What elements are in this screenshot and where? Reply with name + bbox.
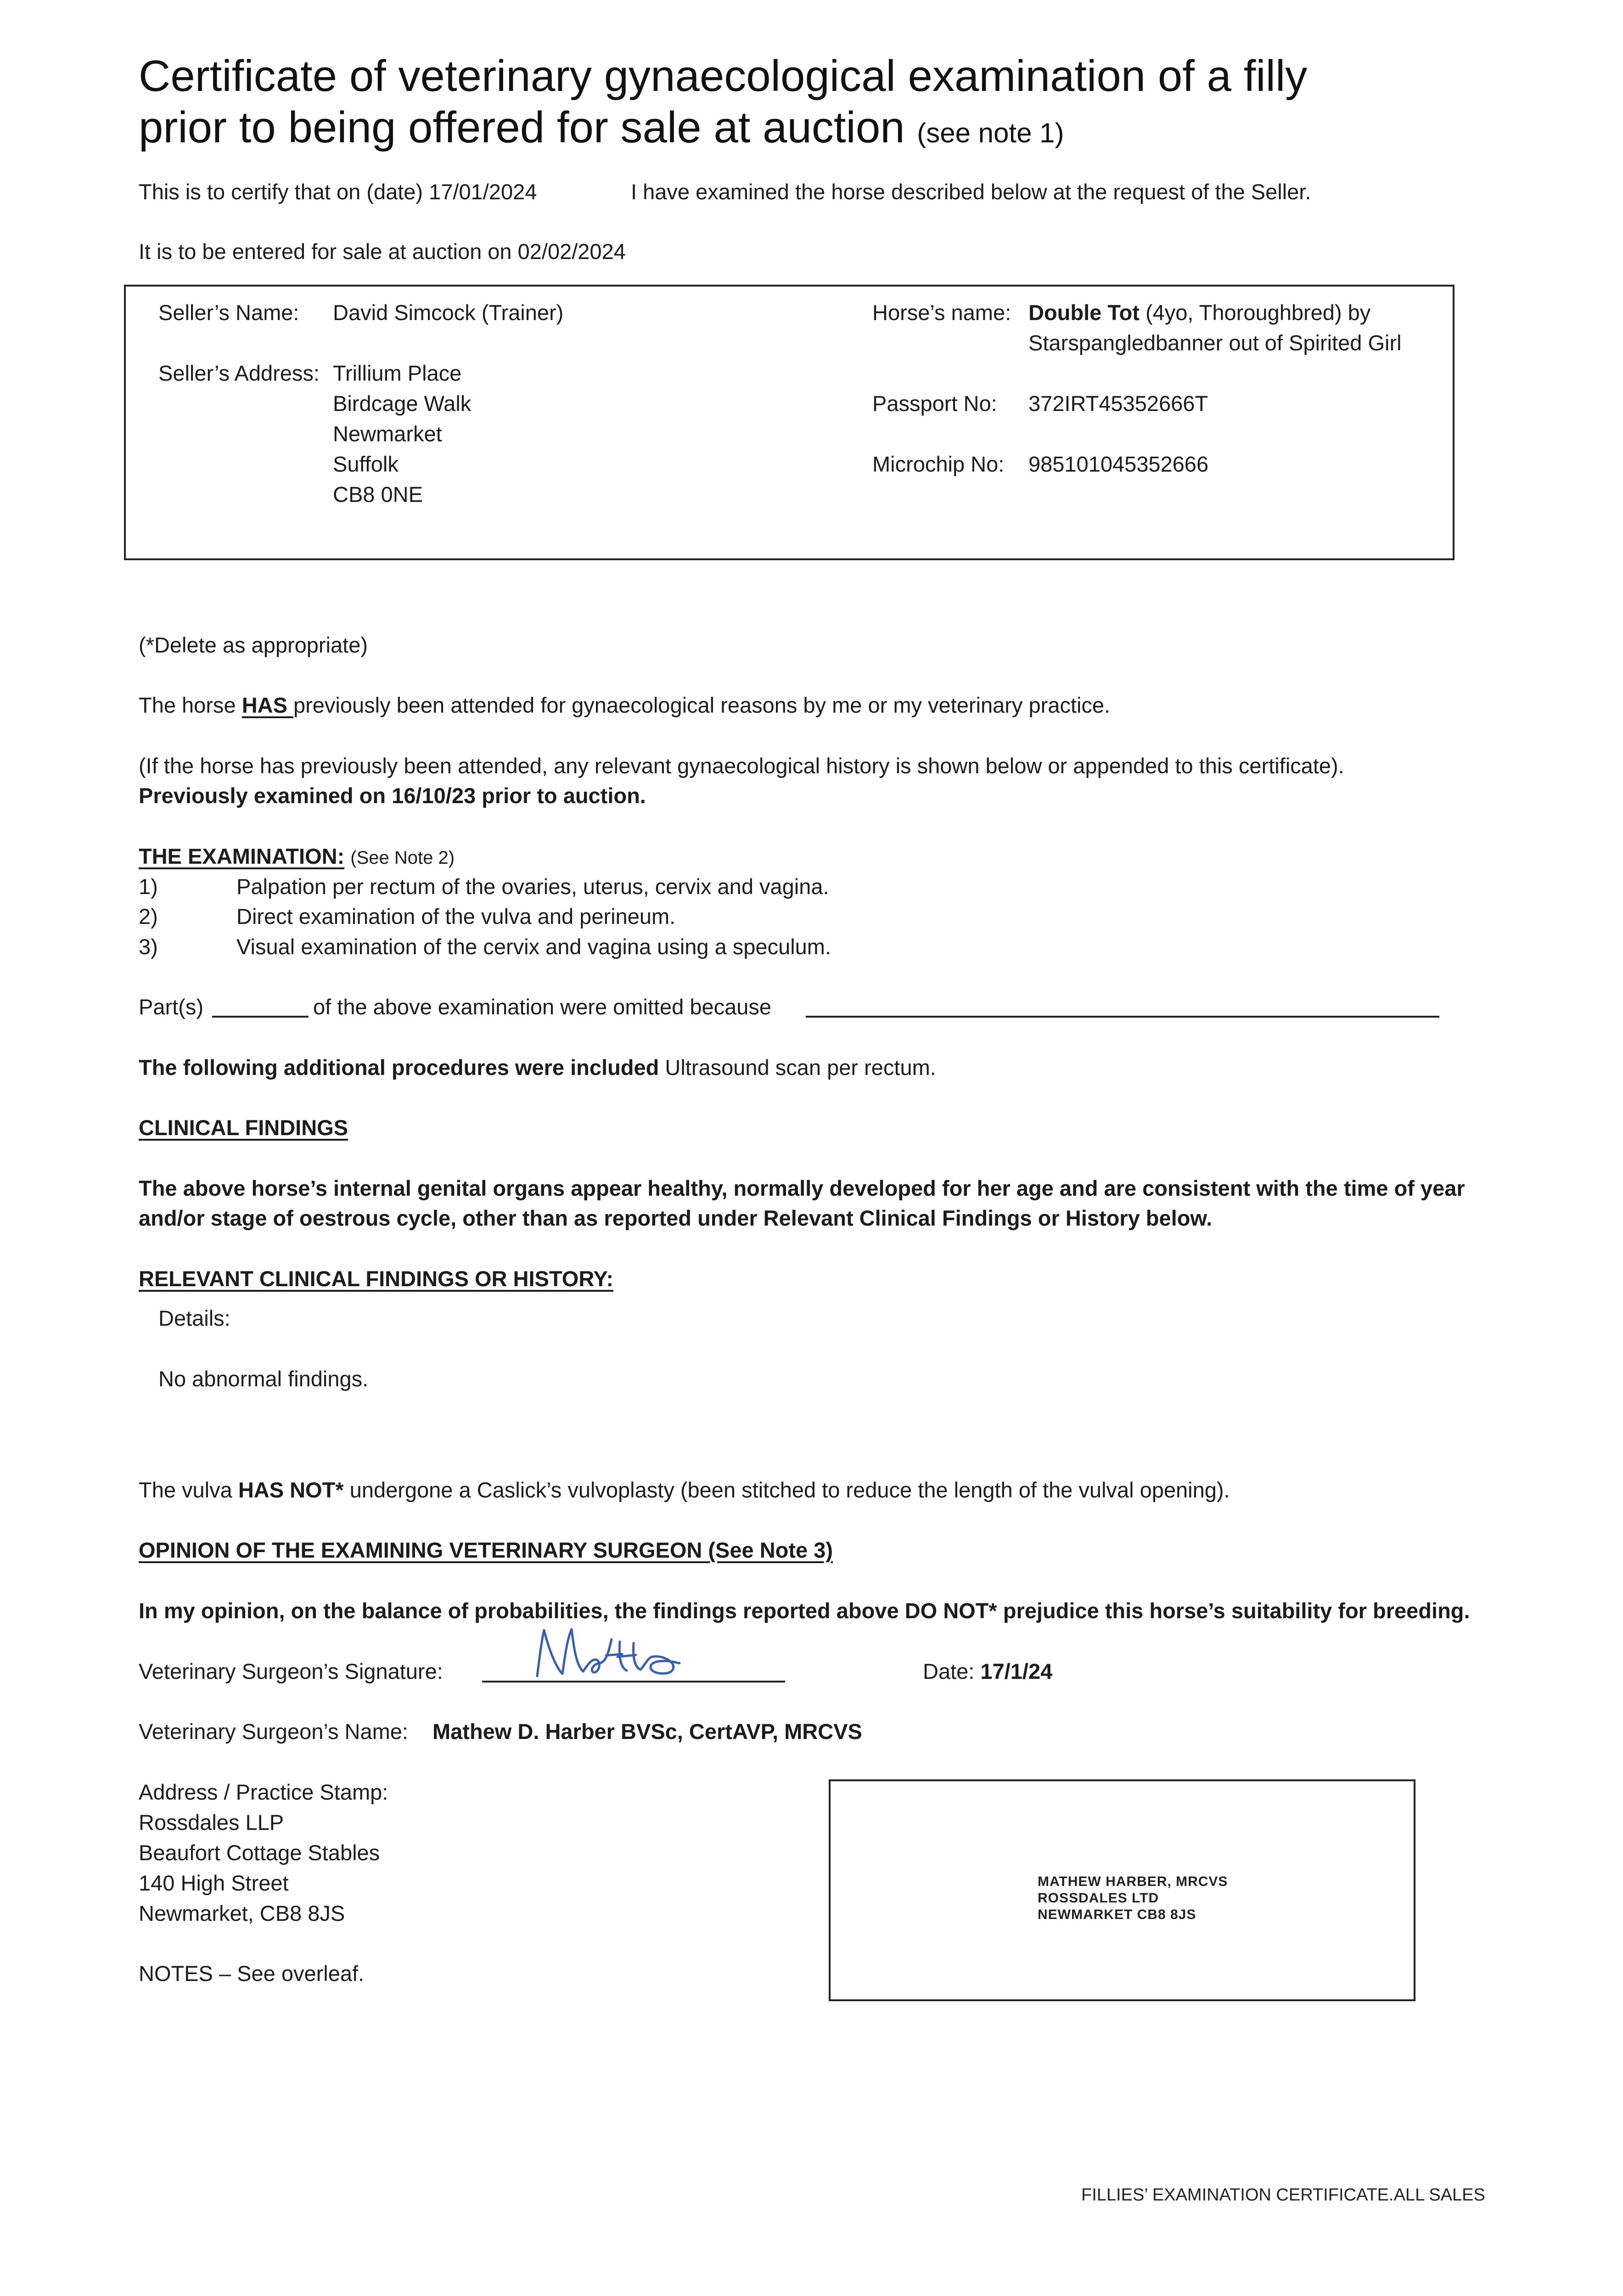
seller-address-line: Suffolk — [333, 452, 399, 476]
microchip-label: Microchip No: — [872, 452, 1005, 476]
omitted-parts-blank — [212, 1016, 309, 1018]
practice-address — [139, 1777, 388, 1929]
examination-heading-row — [139, 841, 455, 873]
notes-reference: NOTES – See overleaf. — [139, 1961, 365, 1986]
exam-item-number: 2) — [139, 904, 158, 929]
opinion-heading: OPINION OF THE EXAMINING VETERINARY SURGEON (See Note 3) — [139, 1538, 833, 1562]
clinical-findings-heading: CLINICAL FINDINGS — [139, 1115, 348, 1140]
signature-label: Veterinary Surgeon’s Signature: — [139, 1659, 443, 1683]
exam-item-text: Direct examination of the vulva and perineum. — [236, 904, 676, 929]
horse-name: Double Tot — [1028, 300, 1140, 325]
surgeon-name-label: Veterinary Surgeon’s Name: — [139, 1719, 408, 1744]
stamp-line: ROSSDALES LTD — [1038, 1891, 1159, 1906]
horse-name-label: Horse’s name: — [872, 300, 1011, 325]
practice-address-line: Newmarket, CB8 8JS — [139, 1901, 345, 1925]
examination-heading: THE EXAMINATION: — [139, 844, 345, 868]
history-note: (If the horse has previously been attended, any relevant gynaecological history is shown below or appended to this certificate). — [139, 754, 1344, 778]
omitted-reason-blank — [806, 1016, 1439, 1018]
footer-form-name: FILLIES’ EXAMINATION CERTIFICATE.ALL SALES — [1081, 2185, 1485, 2205]
practice-address-line: 140 High Street — [139, 1871, 289, 1895]
horse-description: (4yo, Thoroughbred) by — [1139, 300, 1371, 325]
exam-item-text: Palpation per rectum of the ovaries, uterus, cervix and vagina. — [236, 874, 829, 899]
exam-item-number: 3) — [139, 934, 158, 959]
title-line-1: Certificate of veterinary gynaecological examination of a filly — [139, 51, 1308, 101]
seller-name-label: Seller’s Name: — [158, 300, 299, 325]
details-label: Details: — [158, 1306, 230, 1330]
passport-number: 372IRT45352666T — [1028, 391, 1208, 416]
horse-name-value — [1028, 298, 1402, 358]
microchip-number: 985101045352666 — [1028, 452, 1209, 476]
title-line-2: prior to being offered for sale at auction (see note 1) — [139, 103, 1064, 152]
practice-address-line: Rossdales LLP — [139, 1810, 284, 1835]
seller-address-line: Newmarket — [333, 422, 442, 446]
omitted-reason-label: of the above examination were omitted because — [313, 995, 772, 1019]
signature-image — [528, 1621, 693, 1685]
clinical-statement-line-2: and/or stage of oestrous cycle, other than as reported under Relevant Clinical Findings or History below. — [139, 1206, 1213, 1230]
stamp-line: MATHEW HARBER, MRCVS — [1038, 1874, 1228, 1889]
title-note: (see note 1) — [917, 118, 1064, 148]
practice-address-line: Beaufort Cottage Stables — [139, 1840, 380, 1865]
horse-breeding: Starspangledbanner out of Spirited Girl — [1028, 331, 1402, 355]
additional-procedures: The following additional procedures were included Ultrasound scan per rectum. — [139, 1055, 936, 1080]
seller-name-value: David Simcock (Trainer) — [333, 300, 564, 325]
practice-stamp — [1038, 1874, 1228, 1923]
previously-examined: Previously examined on 16/10/23 prior to auction. — [139, 783, 646, 808]
attended-statement: The horse HAS previously been attended for gynaecological reasons by me or my veterinary practice. — [139, 693, 1111, 717]
certify-request-line: I have examined the horse described below at the request of the Seller. — [631, 180, 1311, 204]
seller-address-label: Seller’s Address: — [158, 361, 320, 385]
vulvoplasty-statement: The vulva HAS NOT* undergone a Caslick’s vulvoplasty (been stitched to reduce the length of the vulval opening). — [139, 1478, 1230, 1502]
examination-note: (See Note 2) — [350, 848, 455, 868]
practice-address-label: Address / Practice Stamp: — [139, 1780, 388, 1804]
details-value: No abnormal findings. — [158, 1367, 369, 1391]
certificate-title — [139, 51, 1307, 159]
certify-date-line: This is to certify that on (date) 17/01/2024 — [139, 180, 537, 204]
passport-label: Passport No: — [872, 391, 997, 416]
omitted-label: Part(s) — [139, 995, 203, 1019]
exam-item-number: 1) — [139, 874, 158, 899]
seller-address — [333, 358, 471, 510]
seller-address-line: Trillium Place — [333, 361, 462, 385]
date-value: 17/1/24 — [980, 1659, 1053, 1683]
exam-item-text: Visual examination of the cervix and vagina using a speculum. — [236, 934, 831, 959]
auction-date-line: It is to be entered for sale at auction on 02/02/2024 — [139, 239, 626, 264]
seller-address-line: CB8 0NE — [333, 482, 423, 506]
delete-note: (*Delete as appropriate) — [139, 633, 368, 657]
signature-date — [923, 1656, 1052, 1687]
opinion-statement: In my opinion, on the balance of probabilities, the findings reported above DO NOT* prejudice this horse’s suitability for breeding. — [139, 1598, 1470, 1623]
date-label: Date: — [923, 1659, 975, 1683]
relevant-findings-heading: RELEVANT CLINICAL FINDINGS OR HISTORY: — [139, 1266, 614, 1291]
vulvoplasty-status: HAS NOT* — [238, 1478, 344, 1502]
clinical-statement-line-1: The above horse’s internal genital organs appear healthy, normally developed for her age and are consistent with the time of year — [139, 1176, 1465, 1200]
stamp-line: NEWMARKET CB8 8JS — [1038, 1907, 1196, 1922]
surgeon-name: Mathew D. Harber BVSc, CertAVP, MRCVS — [432, 1719, 862, 1744]
attended-status: HAS — [241, 693, 293, 717]
seller-address-line: Birdcage Walk — [333, 391, 472, 416]
